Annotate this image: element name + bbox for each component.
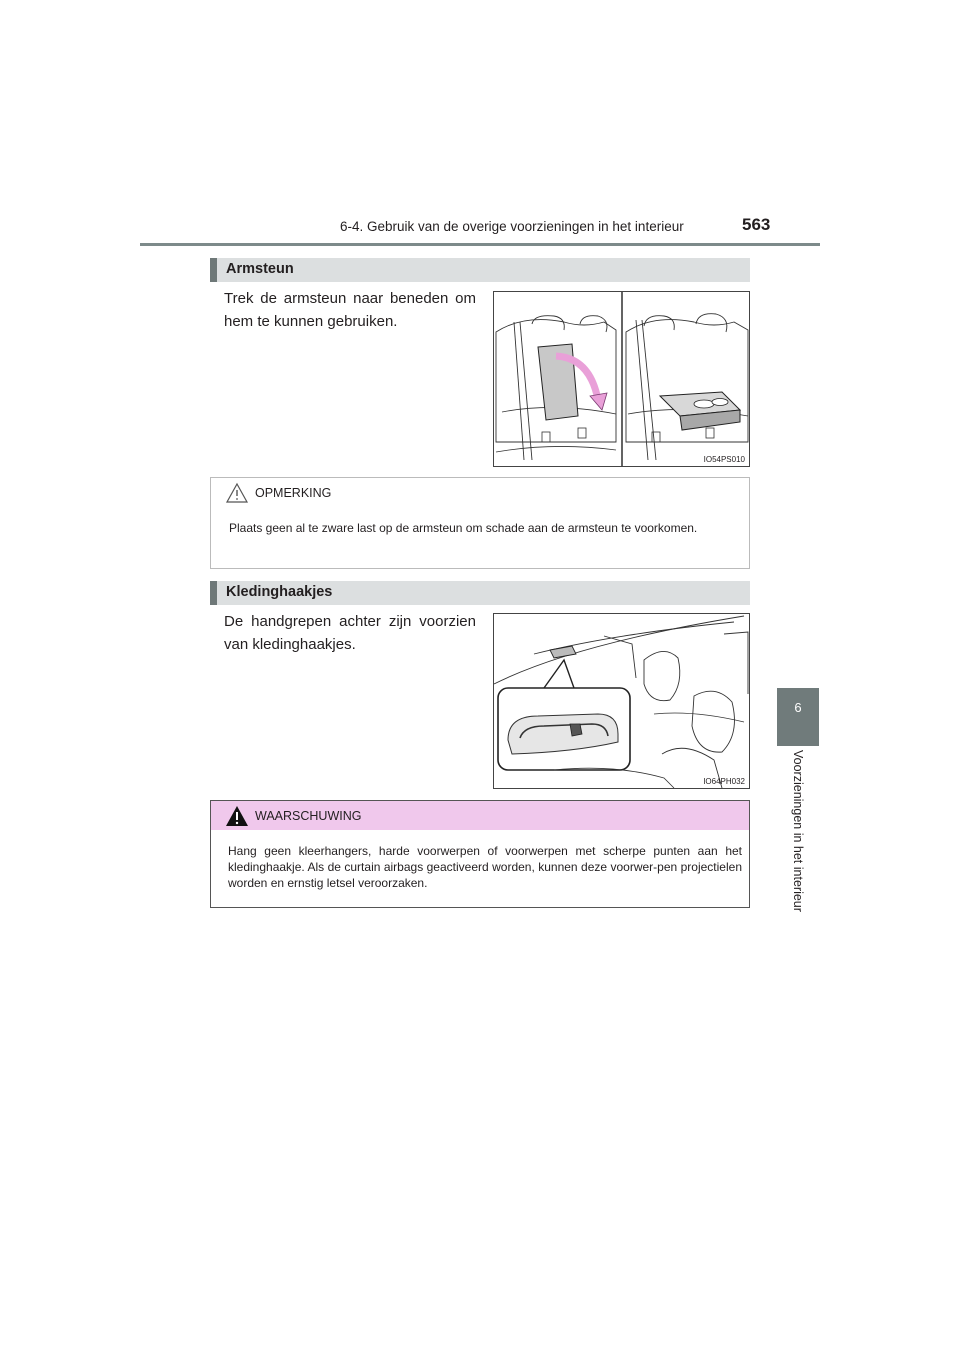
warning-title: WAARSCHUWING — [255, 809, 362, 823]
chapter-number: 6 — [794, 700, 802, 715]
image-code: IO54PS010 — [703, 455, 745, 464]
note-text: Plaats geen al te zware last op de armsteun om schade aan de armsteun te voorkomen. — [229, 521, 698, 535]
coat-hook-illustration — [493, 613, 750, 789]
warning-text: Hang geen kleerhangers, harde voorwerpen of voorwerpen met scherpe punten aan het kledinghaakje. Als de curtain airbags geactiveerd worden, kunnen deze voorwer-pen projectielen worden en ernstig letsel veroorzaken. — [228, 844, 742, 890]
armrest-illustration — [493, 291, 750, 467]
note-box — [210, 477, 750, 569]
image-code: IO64PH032 — [703, 777, 745, 786]
header-rule — [140, 243, 820, 246]
note-title: OPMERKING — [255, 486, 332, 500]
chapter-title-vertical: Voorzieningen in het interieur — [791, 750, 805, 912]
section-heading-label: Kledinghaakjes — [226, 584, 333, 600]
section-heading-kledinghaakjes — [210, 581, 750, 605]
chapter-tab — [777, 688, 819, 746]
armsteun-instruction: Trek de armsteun naar beneden om hem te kunnen gebruiken. — [224, 290, 476, 330]
kledinghaakjes-description: De handgrepen achter zijn voorzien van kledinghaakjes. — [224, 613, 476, 653]
warning-box — [210, 800, 750, 908]
page-number: 563 — [742, 215, 771, 234]
section-heading-label: Armsteun — [226, 261, 294, 277]
warning-icon — [225, 805, 249, 827]
running-header-title: 6-4. Gebruik van de overige voorzieningen in het interieur — [340, 219, 684, 234]
caution-icon — [225, 482, 249, 504]
section-heading-armsteun — [210, 258, 750, 282]
